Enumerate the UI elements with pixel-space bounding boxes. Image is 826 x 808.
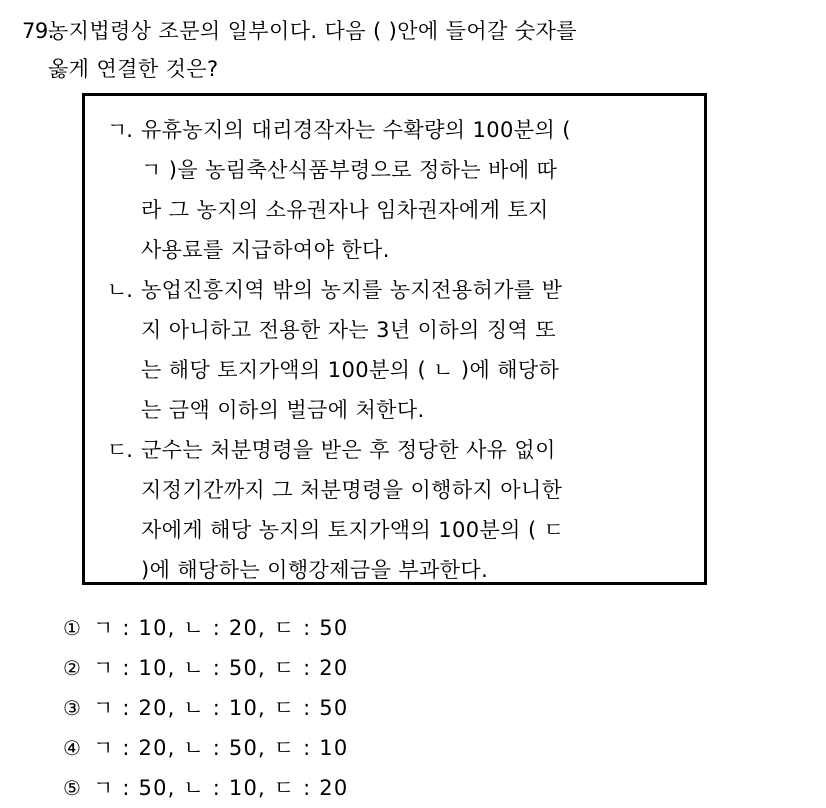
question-number: 79.: [22, 19, 54, 43]
clause-marker-nieun: ㄴ.: [107, 278, 132, 302]
clause-marker-digeut: ㄷ.: [107, 438, 132, 462]
question-line-2: [22, 50, 812, 88]
clause-nieun-text-2: 지 아니하고 전용한 자는 3년 이하의 징역 또: [141, 318, 556, 342]
clause-giyeok-line-4: [107, 230, 690, 270]
answer-choice-1[interactable]: [63, 608, 763, 648]
question-text-line-2: 옳게 연결한 것은?: [48, 57, 219, 81]
choice-text-3: ㄱ : 20, ㄴ : 10, ㄷ : 50: [93, 696, 349, 720]
choice-text-2: ㄱ : 10, ㄴ : 50, ㄷ : 20: [93, 656, 349, 680]
clause-nieun-line-3: [107, 350, 690, 390]
clause-nieun-text-3: 는 해당 토지가액의 100분의 ( ㄴ )에 해당하: [141, 358, 560, 382]
question-line-1: [22, 12, 812, 50]
choice-marker-5: ⑤: [63, 776, 81, 800]
clause-digeut-line-1: [107, 430, 690, 470]
clause-digeut-line-3: [107, 510, 690, 550]
clause-digeut-line-2: [107, 470, 690, 510]
answer-choice-3[interactable]: [63, 688, 763, 728]
clause-digeut-line-4: [107, 550, 690, 590]
answer-choice-2[interactable]: [63, 648, 763, 688]
clause-marker-giyeok: ㄱ.: [107, 118, 132, 142]
clause-giyeok-text-1: 유휴농지의 대리경작자는 수확량의 100분의 (: [141, 118, 571, 142]
clause-nieun-text-1: 농업진흥지역 밖의 농지를 농지전용허가를 받: [141, 278, 563, 302]
choice-text-1: ㄱ : 10, ㄴ : 20, ㄷ : 50: [93, 616, 349, 640]
choice-text-4: ㄱ : 20, ㄴ : 50, ㄷ : 10: [93, 736, 349, 760]
clause-giyeok-text-4: 사용료를 지급하여야 한다.: [141, 238, 390, 262]
clause-giyeok-text-3: 라 그 농지의 소유권자나 임차권자에게 토지: [141, 198, 549, 222]
choice-text-5: ㄱ : 50, ㄴ : 10, ㄷ : 20: [93, 776, 349, 800]
clause-nieun: [107, 270, 690, 430]
choice-marker-4: ④: [63, 736, 81, 760]
clause-nieun-line-2: [107, 310, 690, 350]
clause-digeut-text-1: 군수는 처분명령을 받은 후 정당한 사유 없이: [141, 438, 556, 462]
clause-giyeok-line-1: [107, 110, 690, 150]
clause-digeut-text-3: 자에게 해당 농지의 토지가액의 100분의 ( ㄷ: [141, 518, 565, 542]
clause-nieun-text-4: 는 금액 이하의 벌금에 처한다.: [141, 398, 425, 422]
clause-giyeok-line-3: [107, 190, 690, 230]
answer-choice-list: [63, 608, 763, 808]
clause-digeut: [107, 430, 690, 590]
clause-giyeok-text-2: ㄱ )을 농림축산식품부령으로 정하는 바에 따: [141, 158, 558, 182]
question-text-line-1: 농지법령상 조문의 일부이다. 다음 ( )안에 들어갈 숫자를: [48, 19, 577, 43]
statute-excerpt-box: [82, 93, 707, 585]
statute-excerpt-content: [85, 96, 704, 590]
answer-choice-5[interactable]: [63, 768, 763, 808]
clause-nieun-line-1: [107, 270, 690, 310]
choice-marker-3: ③: [63, 696, 81, 720]
answer-choice-4[interactable]: [63, 728, 763, 768]
clause-nieun-line-4: [107, 390, 690, 430]
question-stem: [22, 12, 812, 88]
clause-giyeok: [107, 110, 690, 270]
choice-marker-2: ②: [63, 656, 81, 680]
clause-digeut-text-4: )에 해당하는 이행강제금을 부과한다.: [141, 558, 489, 582]
choice-marker-1: ①: [63, 616, 81, 640]
clause-digeut-text-2: 지정기간까지 그 처분명령을 이행하지 아니한: [141, 478, 563, 502]
clause-giyeok-line-2: [107, 150, 690, 190]
